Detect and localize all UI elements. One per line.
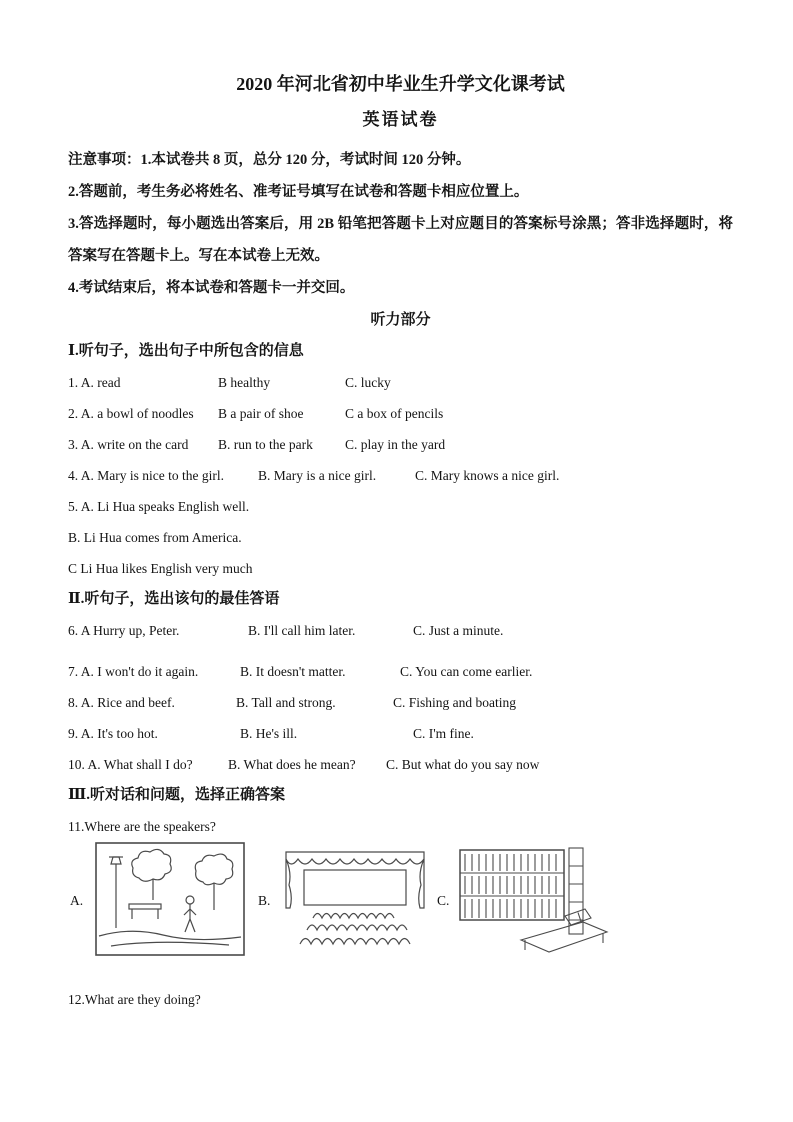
q6-option-b: B. I'll call him later. bbox=[248, 623, 356, 638]
option-label-a: A. bbox=[70, 893, 84, 908]
q9-option-b: B. He's ill. bbox=[240, 726, 298, 741]
q8-option-c: C. Fishing and boating bbox=[393, 695, 517, 710]
question-4 bbox=[68, 460, 733, 491]
library-image bbox=[455, 842, 612, 956]
option-label-b: B. bbox=[258, 893, 271, 908]
question-3 bbox=[68, 429, 733, 460]
question-6 bbox=[68, 615, 733, 656]
q2-option-c: C a box of pencils bbox=[345, 406, 444, 421]
section1-heading: Ⅰ.听句子，选出句子中所包含的信息 bbox=[68, 343, 304, 359]
notice-block bbox=[68, 144, 733, 304]
q5-option-a: 5. A. Li Hua speaks English well. bbox=[68, 499, 250, 514]
q1-option-c: C. lucky bbox=[345, 375, 391, 390]
q7-option-a: 7. A. I won't do it again. bbox=[68, 664, 199, 679]
q10-option-a: 10. A. What shall I do? bbox=[68, 757, 193, 772]
q6-option-a: 6. A Hurry up, Peter. bbox=[68, 623, 180, 638]
exam-subtitle: 英语试卷 bbox=[362, 110, 439, 129]
notice-line-1: 注意事项：1.本试卷共 8 页，总分 120 分，考试时间 120 分钟。 bbox=[68, 152, 471, 168]
q9-option-c: C. I'm fine. bbox=[413, 726, 474, 741]
q10-option-c: C. But what do you say now bbox=[386, 757, 540, 772]
q8-option-a: 8. A. Rice and beef. bbox=[68, 695, 175, 710]
notice-line-2: 2.答题前，考生务必将姓名、准考证号填写在试卷和答题卡相应位置上。 bbox=[68, 184, 529, 200]
section3-heading: Ⅲ.听对话和问题，选择正确答案 bbox=[68, 787, 286, 803]
question-11: 11.Where are the speakers? bbox=[68, 819, 216, 834]
q1-option-a: 1. A. read bbox=[68, 375, 121, 390]
notice-line-4: 4.考试结束后，将本试卷和答题卡一并交回。 bbox=[68, 280, 355, 296]
option-label-c: C. bbox=[437, 893, 450, 908]
question-7 bbox=[68, 656, 733, 687]
notice-line-3: 3.答选择题时，每小题选出答案后，用 2B 铅笔把答题卡上对应题目的答案标号涂黑；答非选择题时，将答案写在答题卡上。写在本试卷上无效。 bbox=[68, 216, 733, 264]
park-image bbox=[95, 842, 245, 956]
q9-option-a: 9. A. It's too hot. bbox=[68, 726, 158, 741]
q10-option-b: B. What does he mean? bbox=[228, 757, 356, 772]
cinema-image bbox=[283, 850, 427, 950]
q1-option-b: B healthy bbox=[218, 375, 271, 390]
listening-part-title: 听力部分 bbox=[370, 312, 431, 328]
q6-option-c: C. Just a minute. bbox=[413, 623, 504, 638]
q7-option-b: B. It doesn't matter. bbox=[240, 664, 346, 679]
q3-option-b: B. run to the park bbox=[218, 437, 313, 452]
q7-option-c: C. You can come earlier. bbox=[400, 664, 533, 679]
exam-title: 2020 年河北省初中毕业生升学文化课考试 bbox=[236, 74, 565, 94]
q4-option-a: 4. A. Mary is nice to the girl. bbox=[68, 468, 224, 483]
question-9 bbox=[68, 718, 733, 749]
q8-option-b: B. Tall and strong. bbox=[236, 695, 336, 710]
question-2 bbox=[68, 398, 733, 429]
q2-option-b: B a pair of shoe bbox=[218, 406, 304, 421]
q4-option-c: C. Mary knows a nice girl. bbox=[415, 468, 560, 483]
q5-option-b: B. Li Hua comes from America. bbox=[68, 530, 242, 545]
question-8 bbox=[68, 687, 733, 718]
question-1 bbox=[68, 367, 733, 398]
question-10 bbox=[68, 749, 733, 780]
question-12: 12.What are they doing? bbox=[68, 992, 201, 1007]
q5-option-c: C Li Hua likes English very much bbox=[68, 561, 253, 576]
section2-heading: Ⅱ.听句子，选出该句的最佳答语 bbox=[68, 591, 280, 607]
q2-option-a: 2. A. a bowl of noodles bbox=[68, 406, 194, 421]
q4-option-b: B. Mary is a nice girl. bbox=[258, 468, 377, 483]
q3-option-c: C. play in the yard bbox=[345, 437, 446, 452]
question-11-images bbox=[68, 842, 733, 962]
q3-option-a: 3. A. write on the card bbox=[68, 437, 189, 452]
